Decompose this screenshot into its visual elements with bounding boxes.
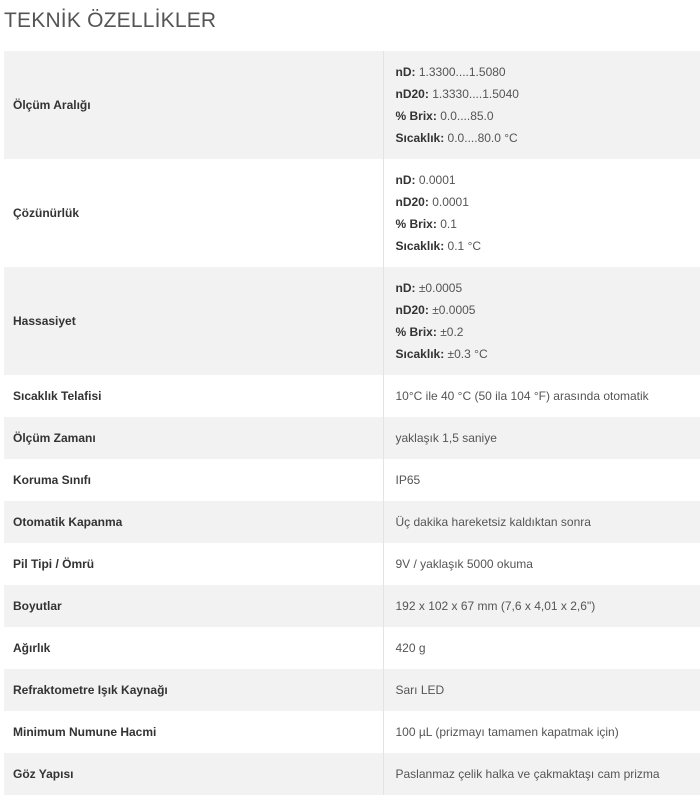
spec-line — [396, 277, 700, 299]
spec-row-weight — [4, 627, 700, 669]
spec-value — [383, 267, 700, 375]
spec-key: % Brix: — [395, 109, 437, 123]
spec-val: ±0.2 — [440, 325, 464, 339]
spec-label: Boyutlar — [4, 585, 383, 627]
spec-key: nD: — [395, 173, 416, 187]
spec-row-battery — [4, 543, 700, 585]
spec-value: Paslanmaz çelik halka ve çakmaktaşı cam prizma — [383, 753, 700, 795]
spec-label: Minimum Numune Hacmi — [4, 711, 383, 753]
spec-row-light-source — [4, 669, 700, 711]
spec-line — [396, 235, 700, 257]
spec-key: Sıcaklık: — [395, 239, 445, 253]
spec-line — [396, 343, 700, 365]
spec-val: ±0.3 °C — [447, 347, 488, 361]
spec-val: ±0.0005 — [432, 303, 476, 317]
spec-label: Çözünürlük — [4, 159, 383, 267]
spec-key: Sıcaklık: — [395, 131, 445, 145]
spec-value: 192 x 102 x 67 mm (7,6 x 4,01 x 2,6") — [383, 585, 700, 627]
spec-val: 1.3300....1.5080 — [418, 65, 506, 79]
spec-val: 0.1 °C — [447, 239, 482, 253]
spec-label: Ölçüm Aralığı — [4, 51, 383, 159]
spec-line — [396, 213, 700, 235]
spec-key: nD20: — [395, 87, 429, 101]
specs-table — [4, 51, 700, 795]
page-title: TEKNİK ÖZELLİKLER — [4, 9, 217, 32]
spec-value: Sarı LED — [383, 669, 700, 711]
spec-value: 420 g — [383, 627, 700, 669]
spec-line — [396, 169, 700, 191]
spec-value: 100 µL (prizmayı tamamen kapatmak için) — [383, 711, 700, 753]
spec-val: 0.0001 — [432, 195, 469, 209]
spec-value — [383, 51, 700, 159]
spec-row-resolution — [4, 159, 700, 267]
spec-label: Ağırlık — [4, 627, 383, 669]
spec-row-dimensions — [4, 585, 700, 627]
spec-val: 0.0....80.0 °C — [447, 131, 518, 145]
spec-value — [383, 159, 700, 267]
spec-label: Göz Yapısı — [4, 753, 383, 795]
spec-line — [396, 191, 700, 213]
spec-value: Üç dakika hareketsiz kaldıktan sonra — [383, 501, 700, 543]
spec-key: nD20: — [395, 303, 429, 317]
spec-key: % Brix: — [395, 217, 437, 231]
spec-val: 0.1 — [440, 217, 457, 231]
spec-row-measurement-range — [4, 51, 700, 159]
spec-val: ±0.0005 — [418, 281, 463, 295]
spec-label: Hassasiyet — [4, 267, 383, 375]
spec-row-sample-volume — [4, 711, 700, 753]
spec-row-auto-off — [4, 501, 700, 543]
spec-row-eye-structure — [4, 753, 700, 795]
spec-value: IP65 — [383, 459, 700, 501]
spec-line — [396, 299, 700, 321]
spec-label: Refraktometre Işık Kaynağı — [4, 669, 383, 711]
spec-line — [396, 105, 700, 127]
spec-line — [396, 83, 700, 105]
spec-val: 0.0....85.0 — [440, 109, 494, 123]
spec-key: nD: — [395, 281, 416, 295]
spec-row-accuracy — [4, 267, 700, 375]
spec-key: Sıcaklık: — [395, 347, 445, 361]
spec-line — [396, 61, 700, 83]
spec-val: 1.3330....1.5040 — [432, 87, 519, 101]
spec-label: Pil Tipi / Ömrü — [4, 543, 383, 585]
spec-label: Ölçüm Zamanı — [4, 417, 383, 459]
spec-key: % Brix: — [395, 325, 437, 339]
spec-key: nD: — [395, 65, 416, 79]
spec-label: Sıcaklık Telafisi — [4, 375, 383, 417]
spec-line — [396, 321, 700, 343]
spec-val: 0.0001 — [418, 173, 456, 187]
spec-value: yaklaşık 1,5 saniye — [383, 417, 700, 459]
spec-key: nD20: — [395, 195, 429, 209]
spec-row-temperature-compensation — [4, 375, 700, 417]
spec-line — [396, 127, 700, 149]
spec-row-measurement-time — [4, 417, 700, 459]
spec-value: 10°C ile 40 °C (50 ila 104 °F) arasında otomatik — [383, 375, 700, 417]
spec-row-protection-class — [4, 459, 700, 501]
spec-value: 9V / yaklaşık 5000 okuma — [383, 543, 700, 585]
spec-label: Koruma Sınıfı — [4, 459, 383, 501]
spec-label: Otomatik Kapanma — [4, 501, 383, 543]
